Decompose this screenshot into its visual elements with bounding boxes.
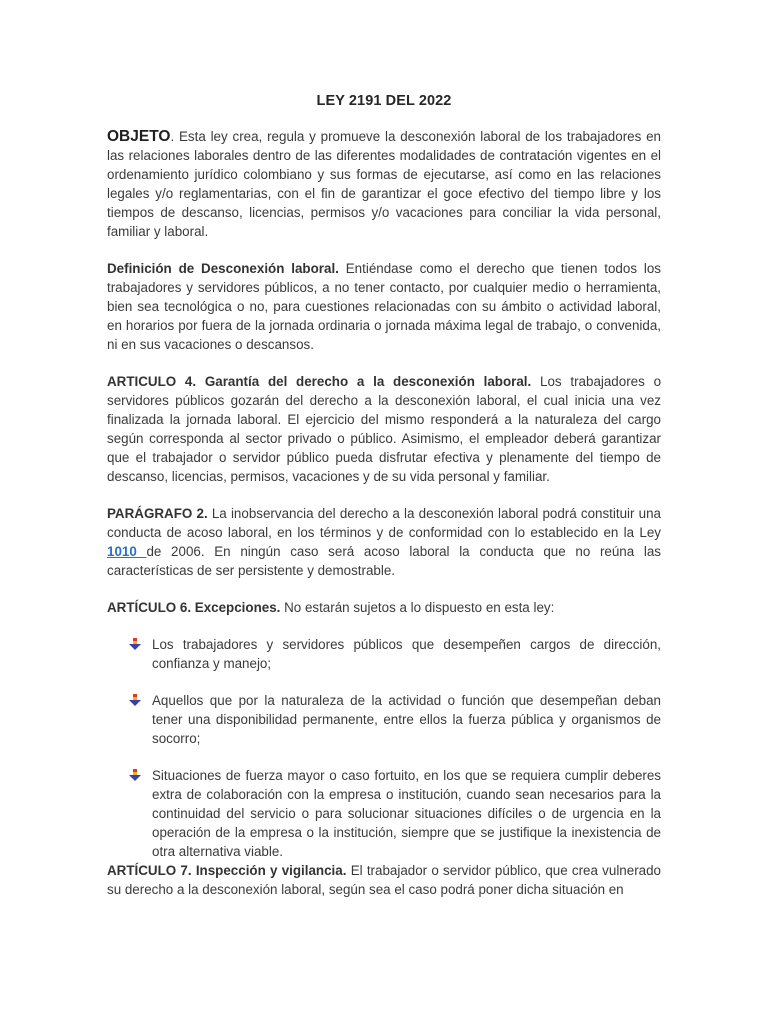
articulo6-paragraph [107, 598, 661, 617]
arrow-down-bullet-icon [129, 769, 141, 781]
list-item [107, 766, 661, 861]
list-item-text: Los trabajadores y servidores públicos que desempeñen cargos de dirección, confianza y manejo; [152, 637, 661, 671]
articulo6-lead: ARTÍCULO 6. Excepciones. [107, 600, 281, 615]
document-title: LEY 2191 DEL 2022 [316, 93, 452, 109]
articulo7-lead: ARTÍCULO 7. Inspección y vigilancia. [107, 863, 347, 878]
definicion-paragraph [107, 259, 661, 354]
ley-1010-link[interactable]: 1010 [107, 544, 147, 559]
paragrafo2-text-before: La inobservancia del derecho a la desconexión laboral podrá constituir una conducta de acoso laboral, en los términos y de conformidad con lo establecido en la Ley [107, 506, 662, 540]
articulo6-text: No estarán sujetos a lo dispuesto en esta ley: [280, 600, 555, 615]
list-item-text: Aquellos que por la naturaleza de la actividad o función que desempeñan deban tener una disponibilidad permanente, entre ellos la fuerza pública y organismos de socorro; [152, 693, 661, 746]
document-page [107, 92, 661, 917]
articulo7-paragraph [107, 861, 661, 899]
list-item [107, 635, 661, 673]
objeto-paragraph [107, 127, 661, 241]
objeto-lead: OBJETO [107, 128, 171, 145]
paragrafo2-paragraph [107, 504, 661, 580]
paragrafo2-lead: PARÁGRAFO 2. [107, 506, 208, 521]
excepciones-list [107, 635, 661, 861]
articulo4-text: Los trabajadores o servidores públicos gozarán del derecho a la desconexión laboral, el cual inicia una vez finalizada la jornada laboral. El ejercicio del mismo responderá a la naturaleza del cargo según corresponda al sector privado o público. Asimismo, el empleador deberá garantizar que el trabajador o servidor público pueda disfrutar efectiva y plenamente del tiempo de descanso, licencias, permisos, vacaciones y de su vida personal y familiar. [107, 374, 662, 484]
definicion-lead: Definición de Desconexión laboral. [107, 261, 339, 276]
list-item-text: Situaciones de fuerza mayor o caso fortuito, en los que se requiera cumplir deberes extra de colaboración con la empresa o institución, cuando sean necesarios para la continuidad del servicio o para solucionar situaciones difíciles o de urgencia en la operación de la empresa o la institución, siempre que se justifique la inexistencia de otra alternativa viable. [152, 768, 661, 859]
paragrafo2-text-after: de 2006. En ningún caso será acoso laboral la conducta que no reúna las características de ser persistente y demostrable. [107, 544, 661, 578]
articulo7-text: El trabajador o servidor público, que crea vulnerado su derecho a la desconexión laboral, según sea el caso podrá poner dicha situación en [107, 863, 661, 897]
articulo4-paragraph [107, 372, 661, 486]
definicion-text: Entiéndase como el derecho que tienen todos los trabajadores y servidores públicos, a no tener contacto, por cualquier medio o herramienta, bien sea tecnológica o no, para cuestiones relacionadas con su ámbito o actividad laboral, en horarios por fuera de la jornada ordinaria o jornada máxima legal de trabajo, o convenida, ni en sus vacaciones o descansos. [107, 261, 661, 352]
arrow-down-bullet-icon [129, 694, 141, 706]
arrow-down-bullet-icon [129, 638, 141, 650]
list-item [107, 691, 661, 748]
articulo4-lead: ARTICULO 4. Garantía del derecho a la desconexión laboral. [107, 374, 532, 389]
objeto-text: . Esta ley crea, regula y promueve la desconexión laboral de los trabajadores en las relaciones laborales dentro de las diferentes modalidades de contratación vigentes en el ordenamiento jurídico colombiano y sus formas de ejecutarse, así como en las relaciones legales y/o reglamentarias, con el fin de garantizar el goce efectivo del tiempo libre y los tiempos de descanso, licencias, permisos y/o vacaciones para conciliar la vida personal, familiar y laboral. [107, 129, 661, 239]
